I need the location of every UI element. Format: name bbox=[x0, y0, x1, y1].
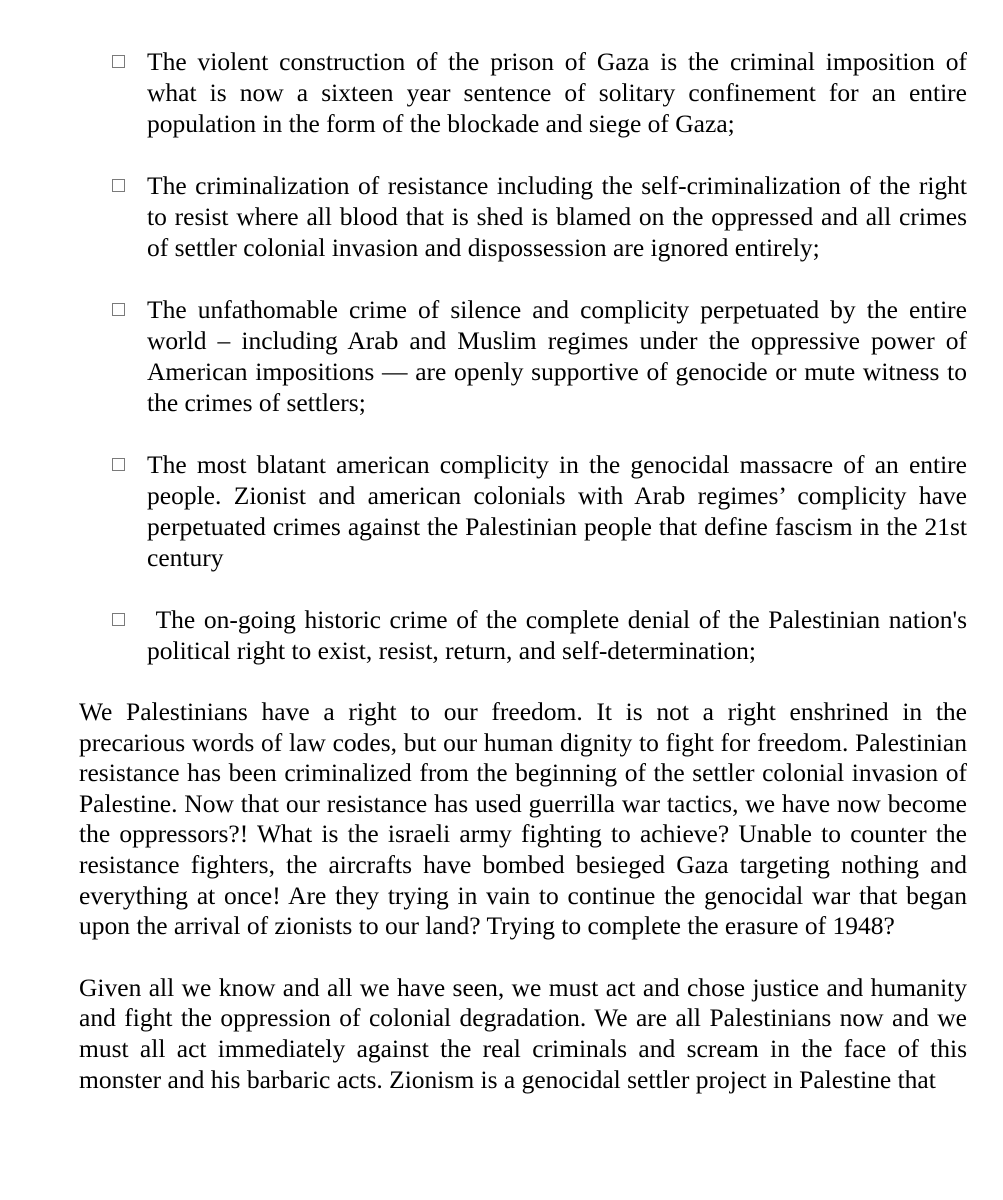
bullet-text: The violent construction of the prison of Gaza is the criminal imposition of what is now a sixteen year sentence of solitary confinement for an entire population in the form of the blockade and siege of Gaza; bbox=[147, 47, 967, 138]
bullet-text: The criminalization of resistance including the self-criminalization of the right to resist where all blood that is shed is blamed on the oppressed and all crimes of settler colonial invasion and dispossession are ignored entirely; bbox=[147, 171, 967, 262]
checkbox-bullet-icon bbox=[112, 55, 125, 68]
paragraph: We Palestinians have a right to our freedom. It is not a right enshrined in the precarious words of law codes, but our human dignity to fight for freedom. Palestinian resistance has been criminalized from the beginning of the settler colonial invasion of Palestine. Now that our resistance has used guerrilla war tactics, we have now become the oppressors?! What is the israeli army fighting to achieve? Unable to counter the resistance fighters, the aircrafts have bombed besieged Gaza targeting nothing and everything at once! Are they trying in vain to continue the genocidal war that began upon the arrival of zionists to our land? Trying to complete the erasure of 1948? bbox=[79, 697, 967, 941]
bullet-item bbox=[112, 294, 967, 418]
bullet-item bbox=[112, 46, 967, 139]
bullet-item bbox=[112, 449, 967, 573]
bullet-text: The unfathomable crime of silence and complicity perpetuated by the entire world – including Arab and Muslim regimes under the oppressive power of American impositions — are openly supportive of genocide or mute witness to the crimes of settlers; bbox=[147, 295, 967, 417]
paragraph: Given all we know and all we have seen, we must act and chose justice and humanity and fight the oppression of colonial degradation. We are all Palestinians now and we must all act immediately against the real criminals and scream in the face of this monster and his barbaric acts. Zionism is a genocidal settler project in Palestine that bbox=[79, 972, 967, 1094]
checkbox-bullet-icon bbox=[112, 613, 125, 626]
bullet-item bbox=[112, 170, 967, 263]
bullet-list bbox=[112, 46, 974, 666]
bullet-text: The on-going historic crime of the complete denial of the Palestinian nation's political right to exist, resist, return, and self-determination; bbox=[147, 605, 974, 665]
body-text bbox=[79, 697, 967, 1126]
checkbox-bullet-icon bbox=[112, 303, 125, 316]
checkbox-bullet-icon bbox=[112, 458, 125, 471]
bullet-text: The most blatant american complicity in the genocidal massacre of an entire people. Zionist and american colonials with Arab regimes’ complicity have perpetuated crimes against the Palestinian people that define fascism in the 21st century bbox=[147, 450, 967, 572]
checkbox-bullet-icon bbox=[112, 179, 125, 192]
bullet-item bbox=[112, 604, 974, 666]
